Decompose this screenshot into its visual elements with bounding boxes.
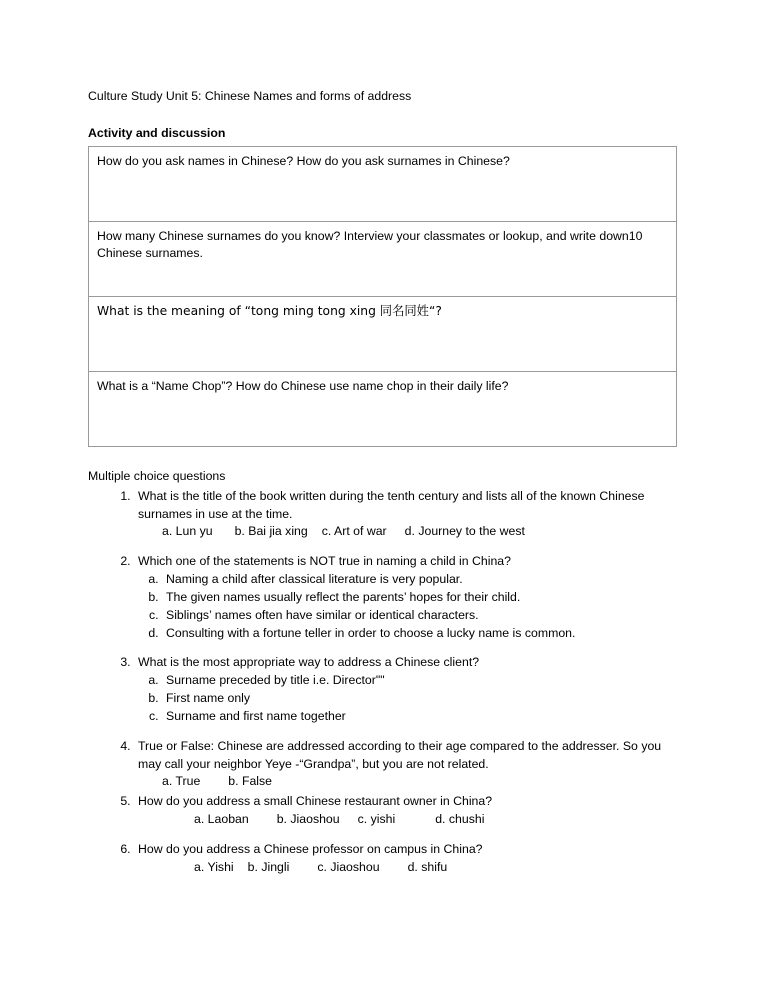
- question-item-2: [134, 553, 680, 642]
- option-a[interactable]: a. Surname preceded by title i.e. Director"": [162, 672, 680, 690]
- question-text: 1. What is the title of the book written during the tenth century and lists all of the known Chinese surnames in use at the time.: [138, 488, 645, 521]
- option-b[interactable]: b. Bai jia xing: [234, 524, 308, 539]
- option-b[interactable]: b. Jiaoshou: [276, 812, 340, 827]
- table-row: [89, 221, 677, 296]
- multiple-choice-heading: Multiple choice questions: [88, 468, 226, 483]
- option-b[interactable]: b. The given names usually reflect the parents’ hopes for their child.: [162, 589, 680, 607]
- question-options: [138, 859, 680, 877]
- option-c[interactable]: c. Siblings’ names often have similar or identical characters.: [162, 607, 680, 625]
- document-content: [88, 88, 680, 889]
- question-text: 5. How do you address a small Chinese restaurant owner in China?: [138, 794, 493, 809]
- option-c[interactable]: c. Jiaoshou: [317, 859, 380, 874]
- activity-cell-3: What is the meaning of “tong ming tong xing 同名同姓“?: [89, 296, 677, 371]
- option-c[interactable]: c. Art of war: [321, 524, 387, 539]
- option-d[interactable]: d. shifu: [407, 859, 448, 874]
- option-d[interactable]: d. Consulting with a fortune teller in order to choose a lucky name is common.: [162, 625, 680, 643]
- option-a[interactable]: a. Laoban: [194, 812, 249, 827]
- question-item-6: [134, 841, 680, 877]
- option-a[interactable]: a. Yishi: [194, 859, 234, 874]
- table-row: [89, 146, 677, 221]
- question-item-1: [134, 488, 680, 541]
- table-row: [89, 371, 677, 446]
- option-c[interactable]: c. Surname and first name together: [162, 708, 680, 726]
- table-row: [89, 296, 677, 371]
- option-a[interactable]: a. True: [162, 774, 201, 789]
- question-list: [88, 488, 680, 877]
- question-item-4: [134, 738, 680, 791]
- page-title: Culture Study Unit 5: Chinese Names and forms of address: [88, 89, 412, 103]
- question-text: 4. True or False: Chinese are addressed according to their age compared to the addresser. So you may call your neighbor Yeye -“Grandpa”, but you are not related.: [138, 738, 662, 771]
- option-b[interactable]: b. False: [228, 774, 273, 789]
- question-options: [138, 811, 680, 829]
- question-text: 3. What is the most appropriate way to address a Chinese client?: [138, 655, 480, 670]
- activity-section-label: Activity and discussion: [88, 125, 226, 140]
- option-c[interactable]: c. yishi: [357, 812, 396, 827]
- option-d[interactable]: d. Journey to the west: [404, 524, 525, 539]
- option-b[interactable]: b. Jingli: [247, 859, 290, 874]
- question-text: 6. How do you address a Chinese professor on campus in China?: [138, 841, 483, 856]
- question-options: [138, 773, 680, 791]
- question-text: 2. Which one of the statements is NOT true in naming a child in China?: [138, 554, 511, 569]
- option-a[interactable]: a. Lun yu: [162, 524, 213, 539]
- activity-table: [88, 146, 677, 447]
- question-item-3: [134, 654, 680, 725]
- question-options: [138, 571, 680, 642]
- option-d[interactable]: d. chushi: [435, 812, 485, 827]
- question-options: [138, 523, 680, 541]
- question-options: [138, 672, 680, 725]
- question-item-5: [134, 793, 680, 829]
- activity-cell-2: How many Chinese surnames do you know? Interview your classmates or lookup, and write down10 Chinese surnames.: [89, 221, 677, 296]
- activity-cell-4: What is a “Name Chop”? How do Chinese use name chop in their daily life?: [89, 371, 677, 446]
- option-b[interactable]: b. First name only: [162, 690, 680, 708]
- activity-cell-1: How do you ask names in Chinese? How do you ask surnames in Chinese?: [89, 146, 677, 221]
- option-a[interactable]: a. Naming a child after classical literature is very popular.: [162, 571, 680, 589]
